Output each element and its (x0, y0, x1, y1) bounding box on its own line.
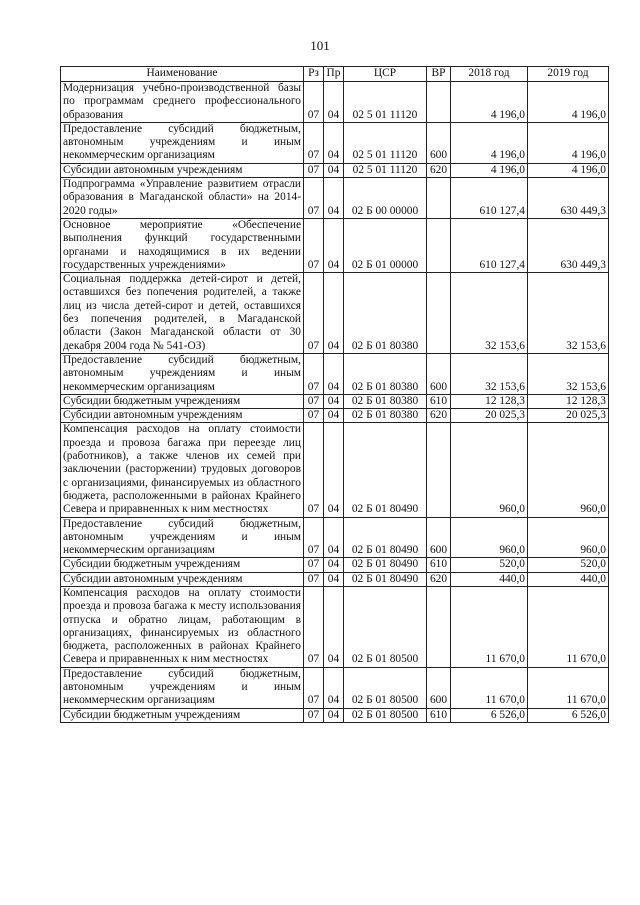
row-pr-cell: 04 (324, 394, 344, 408)
row-rz-cell: 07 (304, 517, 324, 558)
row-2019-cell: 32 153,6 (528, 273, 609, 354)
row-2019-cell: 4 196,0 (528, 82, 609, 123)
row-2019-cell: 20 025,3 (528, 409, 609, 423)
row-csr-cell: 02 5 01 11120 (344, 163, 427, 177)
row-rz-cell: 07 (304, 178, 324, 219)
row-rz-cell: 07 (304, 667, 324, 708)
table-row (61, 394, 609, 408)
row-csr-cell: 02 5 01 11120 (344, 122, 427, 163)
row-vr-cell (427, 586, 451, 667)
row-2019-cell: 520,0 (528, 558, 609, 572)
row-rz-cell: 07 (304, 394, 324, 408)
row-pr-cell: 04 (324, 353, 344, 394)
row-name-cell: Подпрограмма «Управление развитием отрасли образования в Магаданской области» на 2014-2020 годы» (61, 178, 304, 219)
row-rz-cell: 07 (304, 586, 324, 667)
row-2019-cell: 630 449,3 (528, 178, 609, 219)
row-csr-cell: 02 Б 01 80490 (344, 423, 427, 517)
header-vr: ВР (427, 67, 451, 82)
row-2018-cell: 520,0 (451, 558, 528, 572)
row-2018-cell: 960,0 (451, 517, 528, 558)
row-rz-cell: 07 (304, 353, 324, 394)
row-2018-cell: 6 526,0 (451, 708, 528, 722)
row-2019-cell: 440,0 (528, 572, 609, 586)
row-csr-cell: 02 Б 01 80500 (344, 708, 427, 722)
row-name-cell: Субсидии автономным учреждениям (61, 163, 304, 177)
row-2018-cell: 960,0 (451, 423, 528, 517)
page-number: 101 (310, 38, 330, 53)
row-rz-cell: 07 (304, 572, 324, 586)
row-rz-cell: 07 (304, 409, 324, 423)
table-row (61, 163, 609, 177)
row-vr-cell (427, 273, 451, 354)
budget-table (60, 66, 609, 723)
row-pr-cell: 04 (324, 218, 344, 272)
row-vr-cell: 600 (427, 122, 451, 163)
row-name-cell: Субсидии бюджетным учреждениям (61, 708, 304, 722)
row-pr-cell: 04 (324, 178, 344, 219)
header-2019: 2019 год (528, 67, 609, 82)
row-2018-cell: 32 153,6 (451, 273, 528, 354)
row-csr-cell: 02 Б 00 00000 (344, 178, 427, 219)
table-row (61, 558, 609, 572)
row-2018-cell: 32 153,6 (451, 353, 528, 394)
row-vr-cell (427, 423, 451, 517)
row-csr-cell: 02 Б 01 80500 (344, 586, 427, 667)
row-pr-cell: 04 (324, 423, 344, 517)
row-name-cell: Компенсация расходов на оплату стоимости проезда и провоза багажа при переезде лиц (работников), а также членов их семей при заключении (расторжении) трудовых договоров с организациями, финансируемых из областного бюджета, расположенными в районах Крайнего Севера и приравненных к ним местностях (61, 423, 304, 517)
table-row (61, 273, 609, 354)
row-csr-cell: 02 Б 01 80490 (344, 517, 427, 558)
row-csr-cell: 02 Б 01 80380 (344, 409, 427, 423)
row-vr-cell: 600 (427, 353, 451, 394)
row-pr-cell: 04 (324, 517, 344, 558)
row-name-cell: Компенсация расходов на оплату стоимости проезда и провоза багажа к месту использования отпуска и обратно лицам, работающим в организациях, финансируемых из областного бюджета, расположенных в районах Крайнего Севера и приравненных к ним местностях (61, 586, 304, 667)
header-2018: 2018 год (451, 67, 528, 82)
header-csr: ЦСР (344, 67, 427, 82)
row-2019-cell: 960,0 (528, 423, 609, 517)
table-row (61, 572, 609, 586)
row-name-cell: Субсидии бюджетным учреждениям (61, 558, 304, 572)
row-pr-cell: 04 (324, 708, 344, 722)
table-row (61, 586, 609, 667)
row-rz-cell: 07 (304, 708, 324, 722)
row-name-cell: Предоставление субсидий бюджетным, автономным учреждениям и иным некоммерческим организациям (61, 517, 304, 558)
row-csr-cell: 02 Б 01 00000 (344, 218, 427, 272)
row-pr-cell: 04 (324, 409, 344, 423)
table-row (61, 409, 609, 423)
row-pr-cell: 04 (324, 273, 344, 354)
row-vr-cell: 610 (427, 558, 451, 572)
row-pr-cell: 04 (324, 558, 344, 572)
row-2019-cell: 11 670,0 (528, 667, 609, 708)
row-vr-cell (427, 218, 451, 272)
row-2019-cell: 4 196,0 (528, 122, 609, 163)
row-pr-cell: 04 (324, 667, 344, 708)
row-name-cell: Субсидии бюджетным учреждениям (61, 394, 304, 408)
row-2019-cell: 630 449,3 (528, 218, 609, 272)
table-row (61, 122, 609, 163)
table-row (61, 218, 609, 272)
row-csr-cell: 02 Б 01 80490 (344, 558, 427, 572)
row-name-cell: Субсидии автономным учреждениям (61, 572, 304, 586)
row-csr-cell: 02 Б 01 80380 (344, 353, 427, 394)
table-row (61, 178, 609, 219)
row-name-cell: Основное мероприятие «Обеспечение выполнения функций государственными органами и находящимися в их ведении государственных учреждениями» (61, 218, 304, 272)
row-2018-cell: 11 670,0 (451, 667, 528, 708)
row-2019-cell: 960,0 (528, 517, 609, 558)
row-2019-cell: 11 670,0 (528, 586, 609, 667)
row-2018-cell: 610 127,4 (451, 218, 528, 272)
header-name: Наименование (61, 67, 304, 82)
row-csr-cell: 02 5 01 11120 (344, 82, 427, 123)
row-2019-cell: 6 526,0 (528, 708, 609, 722)
row-2019-cell: 32 153,6 (528, 353, 609, 394)
row-2018-cell: 12 128,3 (451, 394, 528, 408)
row-2019-cell: 4 196,0 (528, 163, 609, 177)
row-rz-cell: 07 (304, 82, 324, 123)
row-2018-cell: 440,0 (451, 572, 528, 586)
row-rz-cell: 07 (304, 273, 324, 354)
header-rz: Рз (304, 67, 324, 82)
row-2018-cell: 20 025,3 (451, 409, 528, 423)
row-2018-cell: 4 196,0 (451, 122, 528, 163)
table-row (61, 667, 609, 708)
row-vr-cell: 610 (427, 708, 451, 722)
row-name-cell: Субсидии автономным учреждениям (61, 409, 304, 423)
row-2018-cell: 4 196,0 (451, 82, 528, 123)
row-csr-cell: 02 Б 01 80380 (344, 394, 427, 408)
row-name-cell: Предоставление субсидий бюджетным, автономным учреждениям и иным некоммерческим организациям (61, 353, 304, 394)
table-row (61, 708, 609, 722)
row-csr-cell: 02 Б 01 80500 (344, 667, 427, 708)
row-2018-cell: 610 127,4 (451, 178, 528, 219)
header-pr: Пр (324, 67, 344, 82)
row-name-cell: Предоставление субсидий бюджетным, автономным учреждениям и иным некоммерческим организациям (61, 667, 304, 708)
row-name-cell: Социальная поддержка детей-сирот и детей, оставшихся без попечения родителей, а также лиц из числа детей-сирот и детей, оставшихся без попечения родителей, в Магаданской области (Закон Магаданской области от 30 декабря 2004 года № 541-ОЗ) (61, 273, 304, 354)
table-row (61, 353, 609, 394)
row-vr-cell: 610 (427, 394, 451, 408)
row-pr-cell: 04 (324, 122, 344, 163)
table-row (61, 517, 609, 558)
row-rz-cell: 07 (304, 423, 324, 517)
row-rz-cell: 07 (304, 122, 324, 163)
row-2019-cell: 12 128,3 (528, 394, 609, 408)
row-pr-cell: 04 (324, 586, 344, 667)
table-header-row (61, 67, 609, 82)
row-name-cell: Предоставление субсидий бюджетным, автономным учреждениям и иным некоммерческим организациям (61, 122, 304, 163)
row-vr-cell: 620 (427, 409, 451, 423)
row-name-cell: Модернизация учебно-производственной базы по программам среднего профессионального образования (61, 82, 304, 123)
row-vr-cell: 600 (427, 667, 451, 708)
row-pr-cell: 04 (324, 82, 344, 123)
row-vr-cell (427, 178, 451, 219)
row-vr-cell (427, 82, 451, 123)
row-pr-cell: 04 (324, 163, 344, 177)
row-vr-cell: 600 (427, 517, 451, 558)
table-row (61, 82, 609, 123)
row-rz-cell: 07 (304, 558, 324, 572)
row-csr-cell: 02 Б 01 80380 (344, 273, 427, 354)
row-rz-cell: 07 (304, 163, 324, 177)
table-row (61, 423, 609, 517)
row-vr-cell: 620 (427, 572, 451, 586)
row-csr-cell: 02 Б 01 80490 (344, 572, 427, 586)
row-2018-cell: 11 670,0 (451, 586, 528, 667)
row-2018-cell: 4 196,0 (451, 163, 528, 177)
row-rz-cell: 07 (304, 218, 324, 272)
row-pr-cell: 04 (324, 572, 344, 586)
row-vr-cell: 620 (427, 163, 451, 177)
